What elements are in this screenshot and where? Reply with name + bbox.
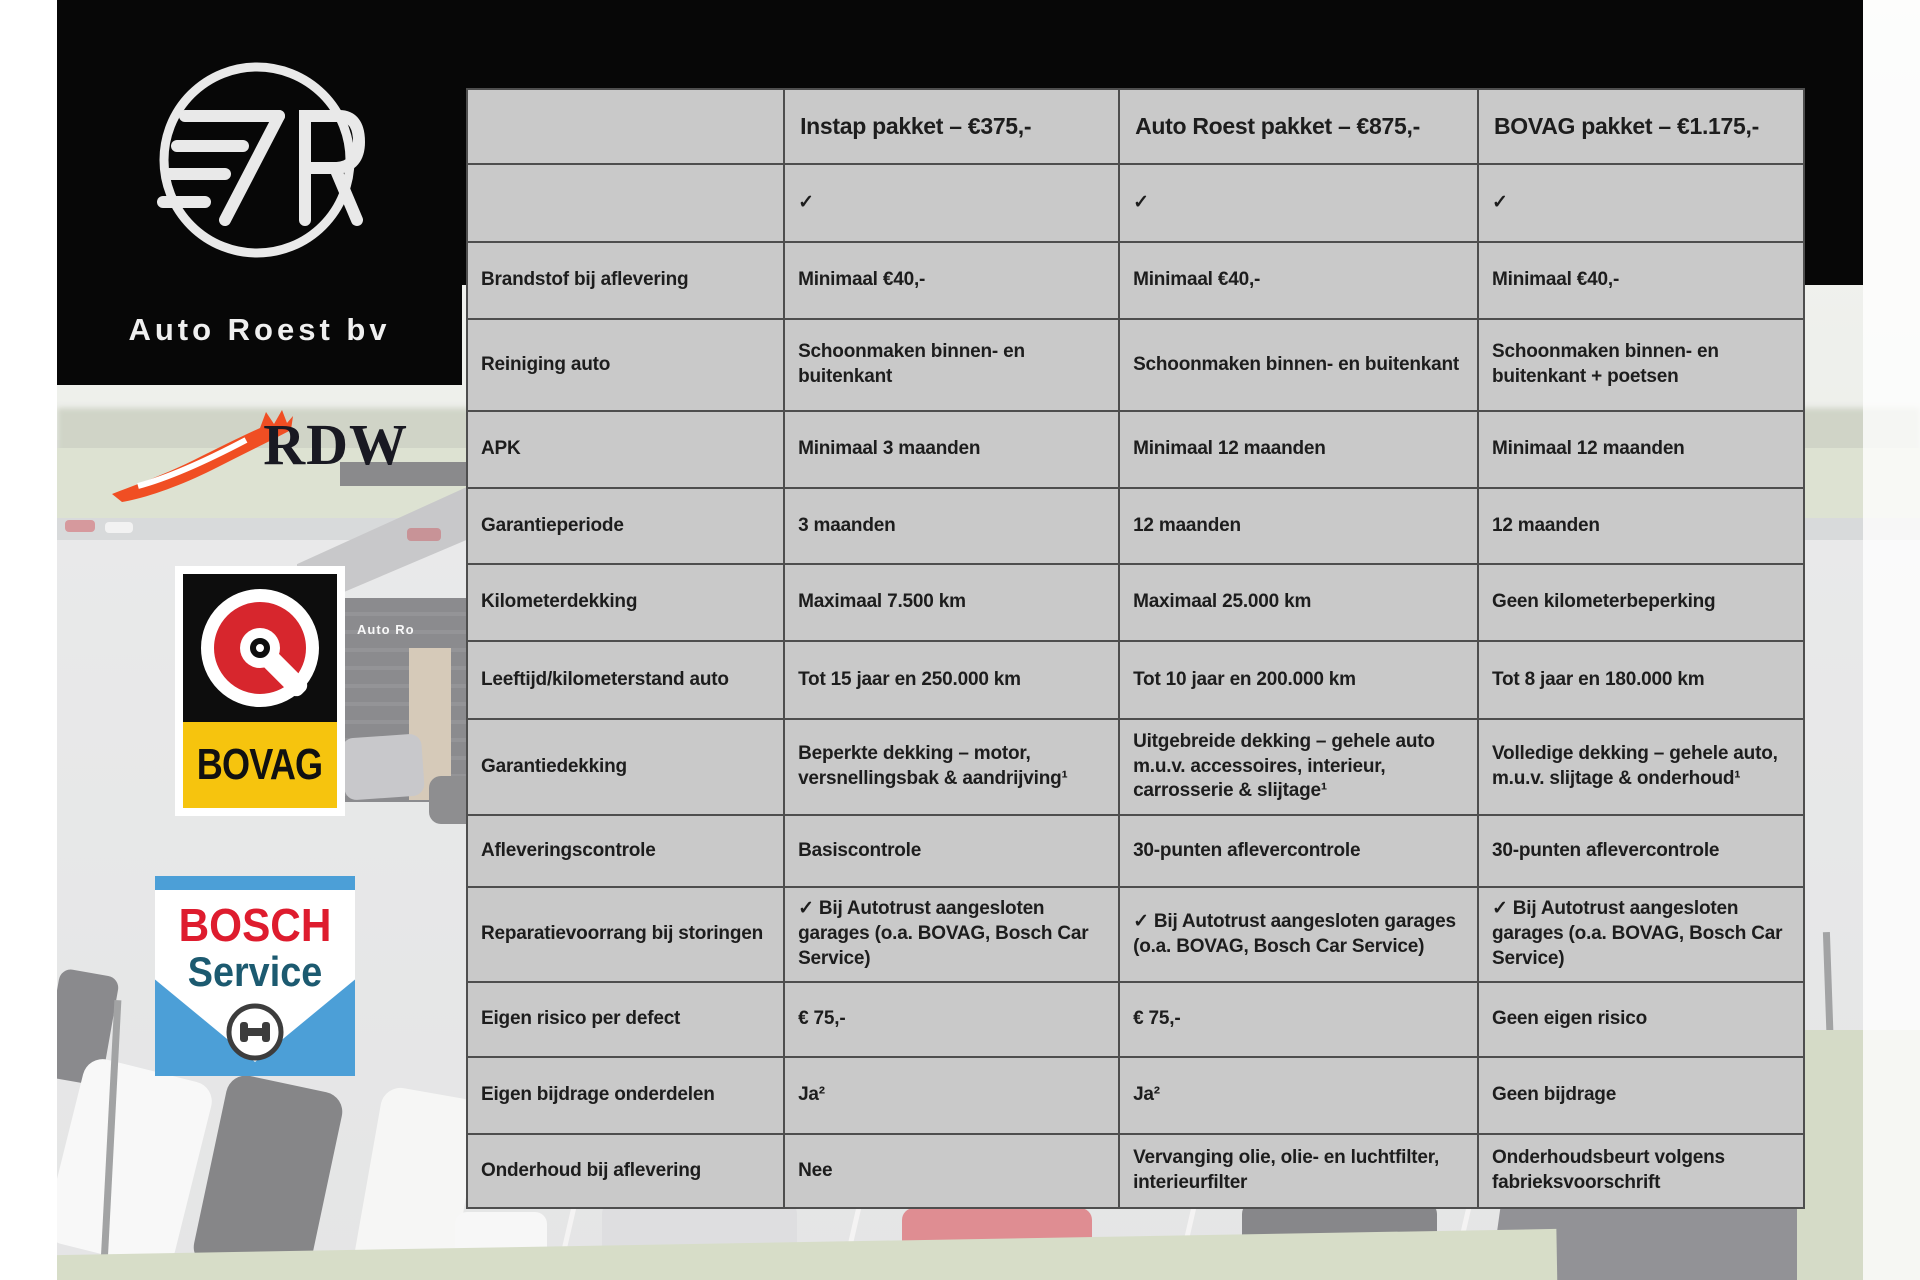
header-package-2: Auto Roest pakket – €875,- bbox=[1120, 90, 1479, 163]
cell-value: ✓ bbox=[1120, 165, 1479, 241]
rdw-label: RDW bbox=[263, 412, 408, 477]
table-row bbox=[468, 412, 1803, 489]
cell-value: Schoonmaken binnen- en buitenkant bbox=[785, 320, 1120, 410]
cell-value: Minimaal €40,- bbox=[1120, 243, 1479, 318]
row-label: Brandstof bij aflevering bbox=[468, 243, 785, 318]
row-label: Reparatievoorrang bij storingen bbox=[468, 888, 785, 981]
cell-value: Onderhoudsbeurt volgens fabrieksvoorschrift bbox=[1491, 1147, 1725, 1193]
row-label: Eigen risico per defect bbox=[468, 983, 785, 1056]
cell-value: € 75,- bbox=[1120, 983, 1479, 1056]
cell-value: 12 maanden bbox=[1491, 514, 1600, 536]
table-row bbox=[468, 1135, 1803, 1207]
cell-value: Vervanging olie, olie- en luchtfilter, interieurfilter bbox=[1120, 1135, 1479, 1207]
header-empty-cell bbox=[468, 90, 785, 163]
cell-value: ✓ Bij Autotrust aangesloten garages (o.a. BOVAG, Bosch Car Service) bbox=[1491, 898, 1783, 969]
cell-value: Beperkte dekking – motor, versnellingsbak & aandrijving¹ bbox=[785, 720, 1120, 814]
auto-roest-7r-icon bbox=[57, 8, 462, 308]
cell-value: 3 maanden bbox=[785, 489, 1120, 563]
table-row bbox=[468, 888, 1803, 983]
right-white-margin bbox=[1863, 0, 1920, 1280]
cell-value: Uitgebreide dekking – gehele auto m.u.v. accessoires, interieur, carrosserie & slijtage¹ bbox=[1120, 720, 1479, 814]
table-row bbox=[468, 642, 1803, 720]
cell-value: Minimaal €40,- bbox=[785, 243, 1120, 318]
bovag-hub bbox=[240, 628, 280, 668]
cell-value: ✓ Bij Autotrust aangesloten garages (o.a. BOVAG, Bosch Car Service) bbox=[1120, 888, 1479, 981]
cell-value: Schoonmaken binnen- en buitenkant bbox=[1120, 320, 1479, 410]
cell-value: 30-punten aflevercontrole bbox=[1120, 816, 1479, 886]
bosch-service-label: Service bbox=[187, 948, 323, 995]
table-row bbox=[468, 1058, 1803, 1135]
row-label: Afleveringscontrole bbox=[468, 816, 785, 886]
package-comparison-table bbox=[466, 88, 1805, 1209]
table-row bbox=[468, 320, 1803, 412]
cell-value: 30-punten aflevercontrole bbox=[1491, 839, 1720, 861]
table-row bbox=[468, 816, 1803, 888]
row-label: Eigen bijdrage onderdelen bbox=[468, 1058, 785, 1133]
row-label bbox=[468, 165, 785, 241]
cell-value: Maximaal 7.500 km bbox=[785, 565, 1120, 640]
row-label: Garantieperiode bbox=[468, 489, 785, 563]
row-label: APK bbox=[468, 412, 785, 487]
table-body bbox=[468, 165, 1803, 1207]
cell-value: Tot 15 jaar en 250.000 km bbox=[785, 642, 1120, 718]
left-white-margin bbox=[0, 0, 57, 1280]
bovag-wordmark-band bbox=[183, 722, 337, 808]
cell-value: Minimaal 12 maanden bbox=[1120, 412, 1479, 487]
cell-value: Tot 10 jaar en 200.000 km bbox=[1120, 642, 1479, 718]
cell-value: ✓ bbox=[785, 165, 1120, 241]
table-row bbox=[468, 489, 1803, 565]
brand-name: Auto Roest bv bbox=[128, 312, 391, 347]
bovag-logo bbox=[175, 566, 345, 816]
row-label: Garantiedekking bbox=[468, 720, 785, 814]
cell-value: ✓ bbox=[1491, 191, 1508, 213]
building-sign-text: Auto Ro bbox=[357, 622, 415, 637]
cell-value: Maximaal 25.000 km bbox=[1120, 565, 1479, 640]
rdw-logo bbox=[108, 408, 408, 518]
row-label: Leeftijd/kilometerstand auto bbox=[468, 642, 785, 718]
row-label: Reiniging auto bbox=[468, 320, 785, 410]
cell-value: Schoonmaken binnen- en buitenkant + poetsen bbox=[1491, 341, 1719, 387]
cell-value: Nee bbox=[785, 1135, 1120, 1207]
bosch-service-logo bbox=[155, 876, 355, 1076]
cell-value: Volledige dekking – gehele auto, m.u.v. slijtage & onderhoud¹ bbox=[1491, 743, 1778, 789]
table-row bbox=[468, 983, 1803, 1058]
bovag-label: BOVAG bbox=[197, 740, 323, 789]
table-row bbox=[468, 165, 1803, 243]
cell-value: Tot 8 jaar en 180.000 km bbox=[1491, 668, 1705, 690]
cell-value: Geen bijdrage bbox=[1491, 1084, 1617, 1106]
bosch-anchor-icon bbox=[223, 1000, 287, 1064]
cell-value: € 75,- bbox=[785, 983, 1120, 1056]
cell-value: Minimaal 12 maanden bbox=[1491, 438, 1685, 460]
cell-value: Minimaal 3 maanden bbox=[785, 412, 1120, 487]
cell-value: Geen eigen risico bbox=[1491, 1008, 1647, 1030]
bosch-label: BOSCH bbox=[178, 899, 332, 951]
cell-value: Minimaal €40,- bbox=[1491, 269, 1620, 291]
cell-value: ✓ Bij Autotrust aangesloten garages (o.a. BOVAG, Bosch Car Service) bbox=[785, 888, 1120, 981]
table-row bbox=[468, 565, 1803, 642]
cell-value: 12 maanden bbox=[1120, 489, 1479, 563]
header-package-1: Instap pakket – €375,- bbox=[785, 90, 1120, 163]
bovag-icon bbox=[183, 574, 337, 722]
auto-roest-logo-box bbox=[57, 0, 462, 385]
row-label: Onderhoud bij aflevering bbox=[468, 1135, 785, 1207]
table-row bbox=[468, 243, 1803, 320]
cell-value: Basiscontrole bbox=[785, 816, 1120, 886]
cell-value: Geen kilometerbeperking bbox=[1491, 591, 1716, 613]
table-header-row bbox=[468, 90, 1803, 165]
cell-value: Ja² bbox=[1120, 1058, 1479, 1133]
cell-value: Ja² bbox=[785, 1058, 1120, 1133]
row-label: Kilometerdekking bbox=[468, 565, 785, 640]
header-package-3: BOVAG pakket – €1.175,- bbox=[1493, 112, 1759, 139]
table-row bbox=[468, 720, 1803, 816]
